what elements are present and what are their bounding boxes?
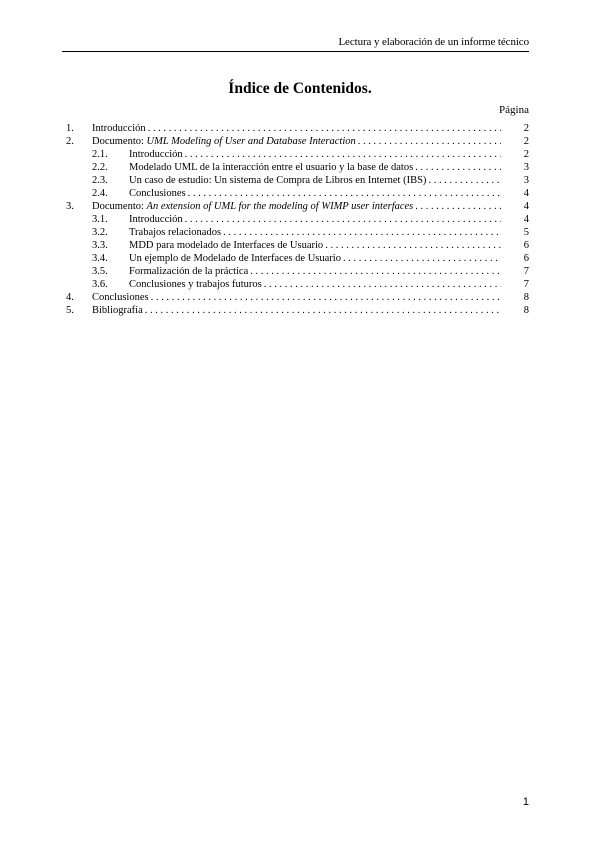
toc-entry-title <box>92 122 501 135</box>
toc-entry-title <box>129 226 501 239</box>
toc-entry-title <box>92 200 501 213</box>
toc-entry-text: Introducción <box>129 214 183 225</box>
toc-entry-page: 6 <box>523 240 529 251</box>
toc-entry-page: 3 <box>523 175 529 186</box>
toc-dot-leader <box>264 278 501 291</box>
toc-entry[interactable] <box>64 226 529 239</box>
toc-entry-number: 3.6. <box>92 279 108 290</box>
toc-entry[interactable] <box>64 148 529 161</box>
toc-entry-text: Documento: <box>92 136 147 147</box>
toc-entry-label <box>129 239 325 252</box>
toc-entry-number: 3.3. <box>92 240 108 251</box>
toc-entry-text: Bibliografía <box>92 305 143 316</box>
toc-entry[interactable] <box>64 122 529 135</box>
toc-dot-leader <box>185 148 501 161</box>
toc-dot-leader <box>428 174 501 187</box>
toc-entry[interactable] <box>64 187 529 200</box>
toc-title: Índice de Contenidos. <box>228 80 372 97</box>
toc-entry[interactable] <box>64 174 529 187</box>
header-divider <box>62 51 529 52</box>
toc-page-column-label: Página <box>499 104 529 116</box>
toc-entry-page: 4 <box>523 214 529 225</box>
toc-entry[interactable] <box>64 161 529 174</box>
toc-entry[interactable] <box>64 200 529 213</box>
toc-dot-leader <box>185 213 501 226</box>
page-number: 1 <box>522 796 529 808</box>
toc-entry-number: 2.2. <box>92 162 108 173</box>
toc-entry-label <box>129 148 185 161</box>
toc-entry-title <box>92 135 501 148</box>
toc-entry-number: 4. <box>66 292 74 303</box>
toc-entry-text: Conclusiones <box>92 292 149 303</box>
toc-entry-text: Un caso de estudio: Un sistema de Compra de Libros en Internet (IBS) <box>129 175 427 186</box>
toc-entry-number: 3.2. <box>92 227 108 238</box>
toc-dot-leader <box>325 239 501 252</box>
toc-entry-page: 8 <box>523 305 529 316</box>
toc-entry-title <box>129 187 501 200</box>
toc-entry[interactable] <box>64 304 529 317</box>
toc-entry-number: 2.1. <box>92 149 108 160</box>
toc-entry-number: 2.3. <box>92 175 108 186</box>
toc-entry-number: 5. <box>66 305 74 316</box>
toc-entry-text: Documento: <box>92 201 147 212</box>
toc-dot-leader <box>188 187 501 200</box>
toc-entry[interactable] <box>64 135 529 148</box>
toc-entry-title <box>129 148 501 161</box>
toc-entry-page: 8 <box>523 292 529 303</box>
toc-entry-label <box>92 291 151 304</box>
toc-entry-page: 2 <box>523 136 529 147</box>
toc-entry-label <box>92 135 358 148</box>
toc-entry[interactable] <box>64 265 529 278</box>
toc-entry-document-title: UML Modeling of User and Database Interaction <box>146 136 356 147</box>
toc-entry-title <box>129 265 501 278</box>
toc-dot-leader <box>250 265 501 278</box>
toc-entry-title <box>129 252 501 265</box>
toc-entry-text: MDD para modelado de Interfaces de Usuario <box>129 240 324 251</box>
toc-entry-text: Introducción <box>92 123 146 134</box>
toc-entry-label <box>129 161 415 174</box>
toc-entry-page: 4 <box>523 201 529 212</box>
toc-entry-page: 5 <box>523 227 529 238</box>
toc-entry-title <box>129 174 501 187</box>
header-title: Lectura y elaboración de un informe técnico <box>338 36 529 48</box>
toc-dot-leader <box>151 291 501 304</box>
toc-dot-leader <box>415 200 501 213</box>
toc-entry-title <box>92 304 501 317</box>
toc-dot-leader <box>415 161 501 174</box>
toc-entry-page: 2 <box>523 149 529 160</box>
toc-entry-label <box>129 265 250 278</box>
toc-entry-number: 3. <box>66 201 74 212</box>
toc-entry-label <box>92 200 415 213</box>
toc-entry-number: 2. <box>66 136 74 147</box>
toc-entry-title <box>92 291 501 304</box>
toc-entry[interactable] <box>64 252 529 265</box>
toc-dot-leader <box>343 252 501 265</box>
toc-entry[interactable] <box>64 278 529 291</box>
toc-entry-text: Conclusiones y trabajos futuros <box>129 279 262 290</box>
toc-entry-title <box>129 161 501 174</box>
toc-entry-number: 3.1. <box>92 214 108 225</box>
toc-entry-number: 3.4. <box>92 253 108 264</box>
toc-entry-number: 2.4. <box>92 188 108 199</box>
toc-dot-leader <box>223 226 501 239</box>
toc-entry-label <box>129 226 223 239</box>
toc-entry-label <box>129 187 188 200</box>
toc-entry[interactable] <box>64 239 529 252</box>
toc-entry[interactable] <box>64 291 529 304</box>
toc-dot-leader <box>148 122 501 135</box>
toc-entry-label <box>92 122 148 135</box>
toc-entry-label <box>129 213 185 226</box>
toc-entry-text: Un ejemplo de Modelado de Interfaces de Usuario <box>129 253 341 264</box>
toc-entry-label <box>129 278 264 291</box>
toc-entry-label <box>129 252 343 265</box>
toc-entry-text: Formalización de la práctica <box>129 266 249 277</box>
toc-dot-leader <box>358 135 501 148</box>
table-of-contents <box>64 122 529 317</box>
toc-entry-page: 3 <box>523 162 529 173</box>
toc-entry-page: 7 <box>523 266 529 277</box>
toc-entry-number: 3.5. <box>92 266 108 277</box>
toc-dot-leader <box>145 304 501 317</box>
toc-entry-page: 6 <box>523 253 529 264</box>
toc-entry-title <box>129 239 501 252</box>
toc-entry-title <box>129 278 501 291</box>
toc-entry-text: Trabajos relacionados <box>129 227 222 238</box>
toc-entry-page: 2 <box>523 123 529 134</box>
toc-entry-text: Conclusiones <box>129 188 186 199</box>
toc-entry-page: 4 <box>523 188 529 199</box>
toc-entry-number: 1. <box>66 123 74 134</box>
toc-entry-label <box>92 304 145 317</box>
toc-entry-document-title: An extension of UML for the modeling of WIMP user interfaces <box>146 201 414 212</box>
toc-entry-title <box>129 213 501 226</box>
toc-entry[interactable] <box>64 213 529 226</box>
toc-entry-page: 7 <box>523 279 529 290</box>
toc-entry-text: Modelado UML de la interacción entre el usuario y la base de datos <box>129 162 414 173</box>
toc-entry-label <box>129 174 428 187</box>
toc-entry-text: Introducción <box>129 149 183 160</box>
